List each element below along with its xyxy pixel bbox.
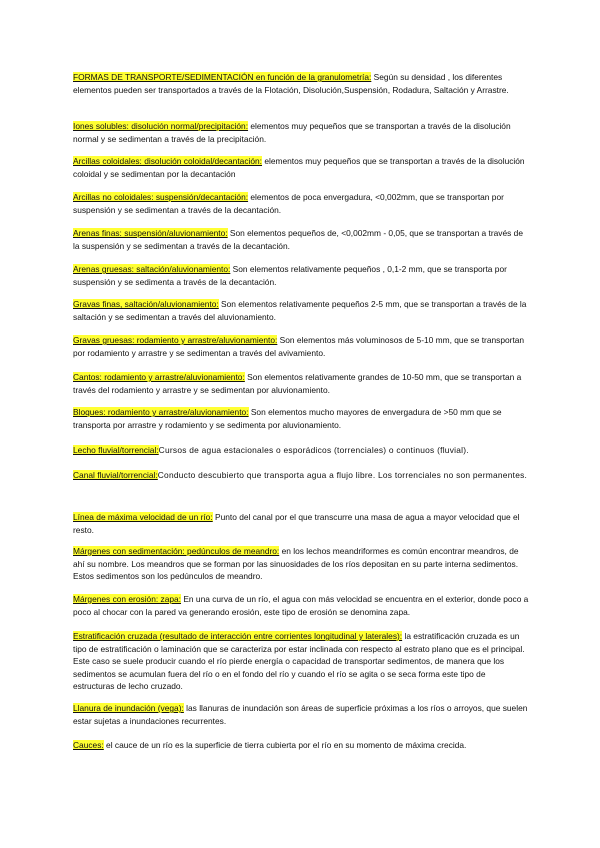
term-gravas-finas: Gravas finas, saltación/aluvionamiento:	[73, 299, 219, 309]
term-margenes-erosion: Márgenes con erosión: zapa:	[73, 594, 182, 604]
paragraph-iones-solubles	[73, 120, 529, 145]
paragraph-lecho-fluvial	[73, 444, 529, 457]
paragraph-margenes-sedimentacion	[73, 545, 529, 583]
paragraph-canal-fluvial	[73, 469, 529, 482]
term-formas-transporte: FORMAS DE TRANSPORTE/SEDIMENTACIÓN en función de la granulometría:	[73, 72, 372, 82]
term-arcillas-coloidales: Arcillas coloidales: disolución coloidal/decantación:	[73, 156, 263, 166]
term-cauces: Cauces:	[73, 740, 104, 750]
paragraph-arenas-finas	[73, 227, 529, 252]
term-arenas-finas: Arenas finas: suspensión/aluvionamiento:	[73, 228, 228, 238]
text-formas-transporte: Según su densidad , los diferentes elementos pueden ser transportados a través de la Flotación, Disolución,Suspensión, Rodadura, Saltación y Arrastre.	[73, 72, 509, 95]
term-linea-maxima-velocidad: Línea de máxima velocidad de un río:	[73, 512, 213, 522]
text-canal-fluvial: Conducto descubierto que transporta agua a flujo libre. Los torrenciales no son permanentes.	[157, 470, 528, 480]
paragraph-formas-transporte	[73, 71, 529, 96]
paragraph-cantos	[73, 371, 529, 396]
term-llanura-inundacion: Llanura de inundación (vega):	[73, 703, 184, 713]
paragraph-margenes-erosion	[73, 593, 529, 618]
text-gravas-gruesas: Son elementos más voluminosos de 5-10 mm, que se transportan por rodamiento y arrastre y se sedimentan a través del avivamiento.	[73, 335, 525, 358]
paragraph-gravas-gruesas	[73, 334, 529, 359]
term-margenes-sedimentacion: Márgenes con sedimentación: pedúnculos de meandro:	[73, 546, 280, 556]
term-iones-solubles: Iones solubles: disolución normal/precipitación:	[73, 121, 249, 131]
paragraph-bloques	[73, 406, 529, 431]
text-bloques: Son elementos mucho mayores de envergadura de >50 mm que se transporta por arrastre y rodamiento y se sedimenta por aluvionamiento.	[73, 407, 502, 430]
paragraph-linea-maxima-velocidad	[73, 511, 529, 536]
paragraph-cauces	[73, 739, 529, 752]
text-llanura-inundacion: las llanuras de inundación son áreas de superficie próximas a los ríos o arroyos, que suelen estar sujetas a inundaciones recurrentes.	[73, 703, 528, 726]
text-iones-solubles: elementos muy pequeños que se transportan a través de la disolución normal y se sedimentan a través de la precipitación.	[73, 121, 511, 144]
term-cantos: Cantos: rodamiento y arrastre/aluvionamiento:	[73, 372, 245, 382]
paragraph-gravas-finas	[73, 298, 529, 323]
paragraph-arenas-gruesas	[73, 263, 529, 288]
paragraph-arcillas-no-coloidales	[73, 191, 529, 216]
text-arenas-gruesas: Son elementos relativamente pequeños , 0,1-2 mm, que se transporta por suspensión y se sedimenta a través de la decantación.	[73, 264, 507, 287]
term-bloques: Bloques: rodamiento y arrastre/aluvionamiento:	[73, 407, 249, 417]
text-cauces: el cauce de un río es la superficie de tierra cubierta por el río en su momento de máxima crecida.	[103, 740, 467, 750]
text-margenes-erosion: En una curva de un río, el agua con más velocidad se encuentra en el exterior, donde poco a poco al chocar con la pared va generando erosión, este tipo de erosión se denomina zapa.	[73, 594, 529, 617]
term-lecho-fluvial: Lecho fluvial/torrencial:	[73, 445, 159, 455]
text-lecho-fluvial: Cursos de agua estacionales o esporádicos (torrenciales) o continuos (fluvial).	[158, 445, 469, 455]
term-estratificacion-cruzada: Estratificación cruzada (resultado de interacción entre corrientes longitudinal y laterales):	[73, 631, 403, 641]
text-estratificacion-cruzada: la estratificación cruzada es un tipo de estratificación o laminación que se caracteriza por estar inclinada con respecto al estrato plano que es el principal. Este caso se suele producir cuando el río pierde energía o capacidad de transportar sedimentos, de manera que los sedimentos se acumulan fuera del río o en el fondo del río y cuando el río se agita o se seca forma este tipo de estructuras de lecho cruzado.	[73, 631, 525, 692]
paragraph-arcillas-coloidales	[73, 155, 529, 180]
text-arcillas-no-coloidales: elementos de poca envergadura, <0,002mm, que se transportan por suspensión y se sedimentan a través de la decantación.	[73, 192, 504, 215]
paragraph-estratificacion-cruzada	[73, 630, 529, 693]
term-arcillas-no-coloidales: Arcillas no coloidales: suspensión/decantación:	[73, 192, 249, 202]
text-linea-maxima-velocidad: Punto del canal por el que transcurre una masa de agua a mayor velocidad que el resto.	[73, 512, 520, 535]
term-canal-fluvial: Canal fluvial/torrencial:	[73, 470, 158, 480]
paragraph-llanura-inundacion	[73, 702, 529, 727]
term-arenas-gruesas: Arenas gruesas: saltación/aluvionamiento:	[73, 264, 231, 274]
text-cantos: Son elementos relativamente grandes de 10-50 mm, que se transportan a través del rodamiento y arrastre y se sedimentan por aluvionamiento.	[73, 372, 522, 395]
text-arenas-finas: Son elementos pequeños de, <0,002mm - 0,05, que se transportan a través de la suspensión y se sedimentan a través de la decantación.	[73, 228, 523, 251]
text-gravas-finas: Son elementos relativamente pequeños 2-5 mm, que se transportan a través de la saltación y se sedimentan a través del aluvionamiento.	[73, 299, 527, 322]
term-gravas-gruesas: Gravas gruesas: rodamiento y arrastre/aluvionamiento:	[73, 335, 278, 345]
text-arcillas-coloidales: elementos muy pequeños que se transportan a través de la disolución coloidal y se sedimentan por la decantación	[73, 156, 525, 179]
text-margenes-sedimentacion: en los lechos meandriformes es común encontrar meandros, de ahí su nombre. Los meandros que se forman por las sinuosidades de los ríos depositan en su parte interna sedimentos. Estos sedimentos son los pedúnculos de meandro.	[73, 546, 519, 582]
